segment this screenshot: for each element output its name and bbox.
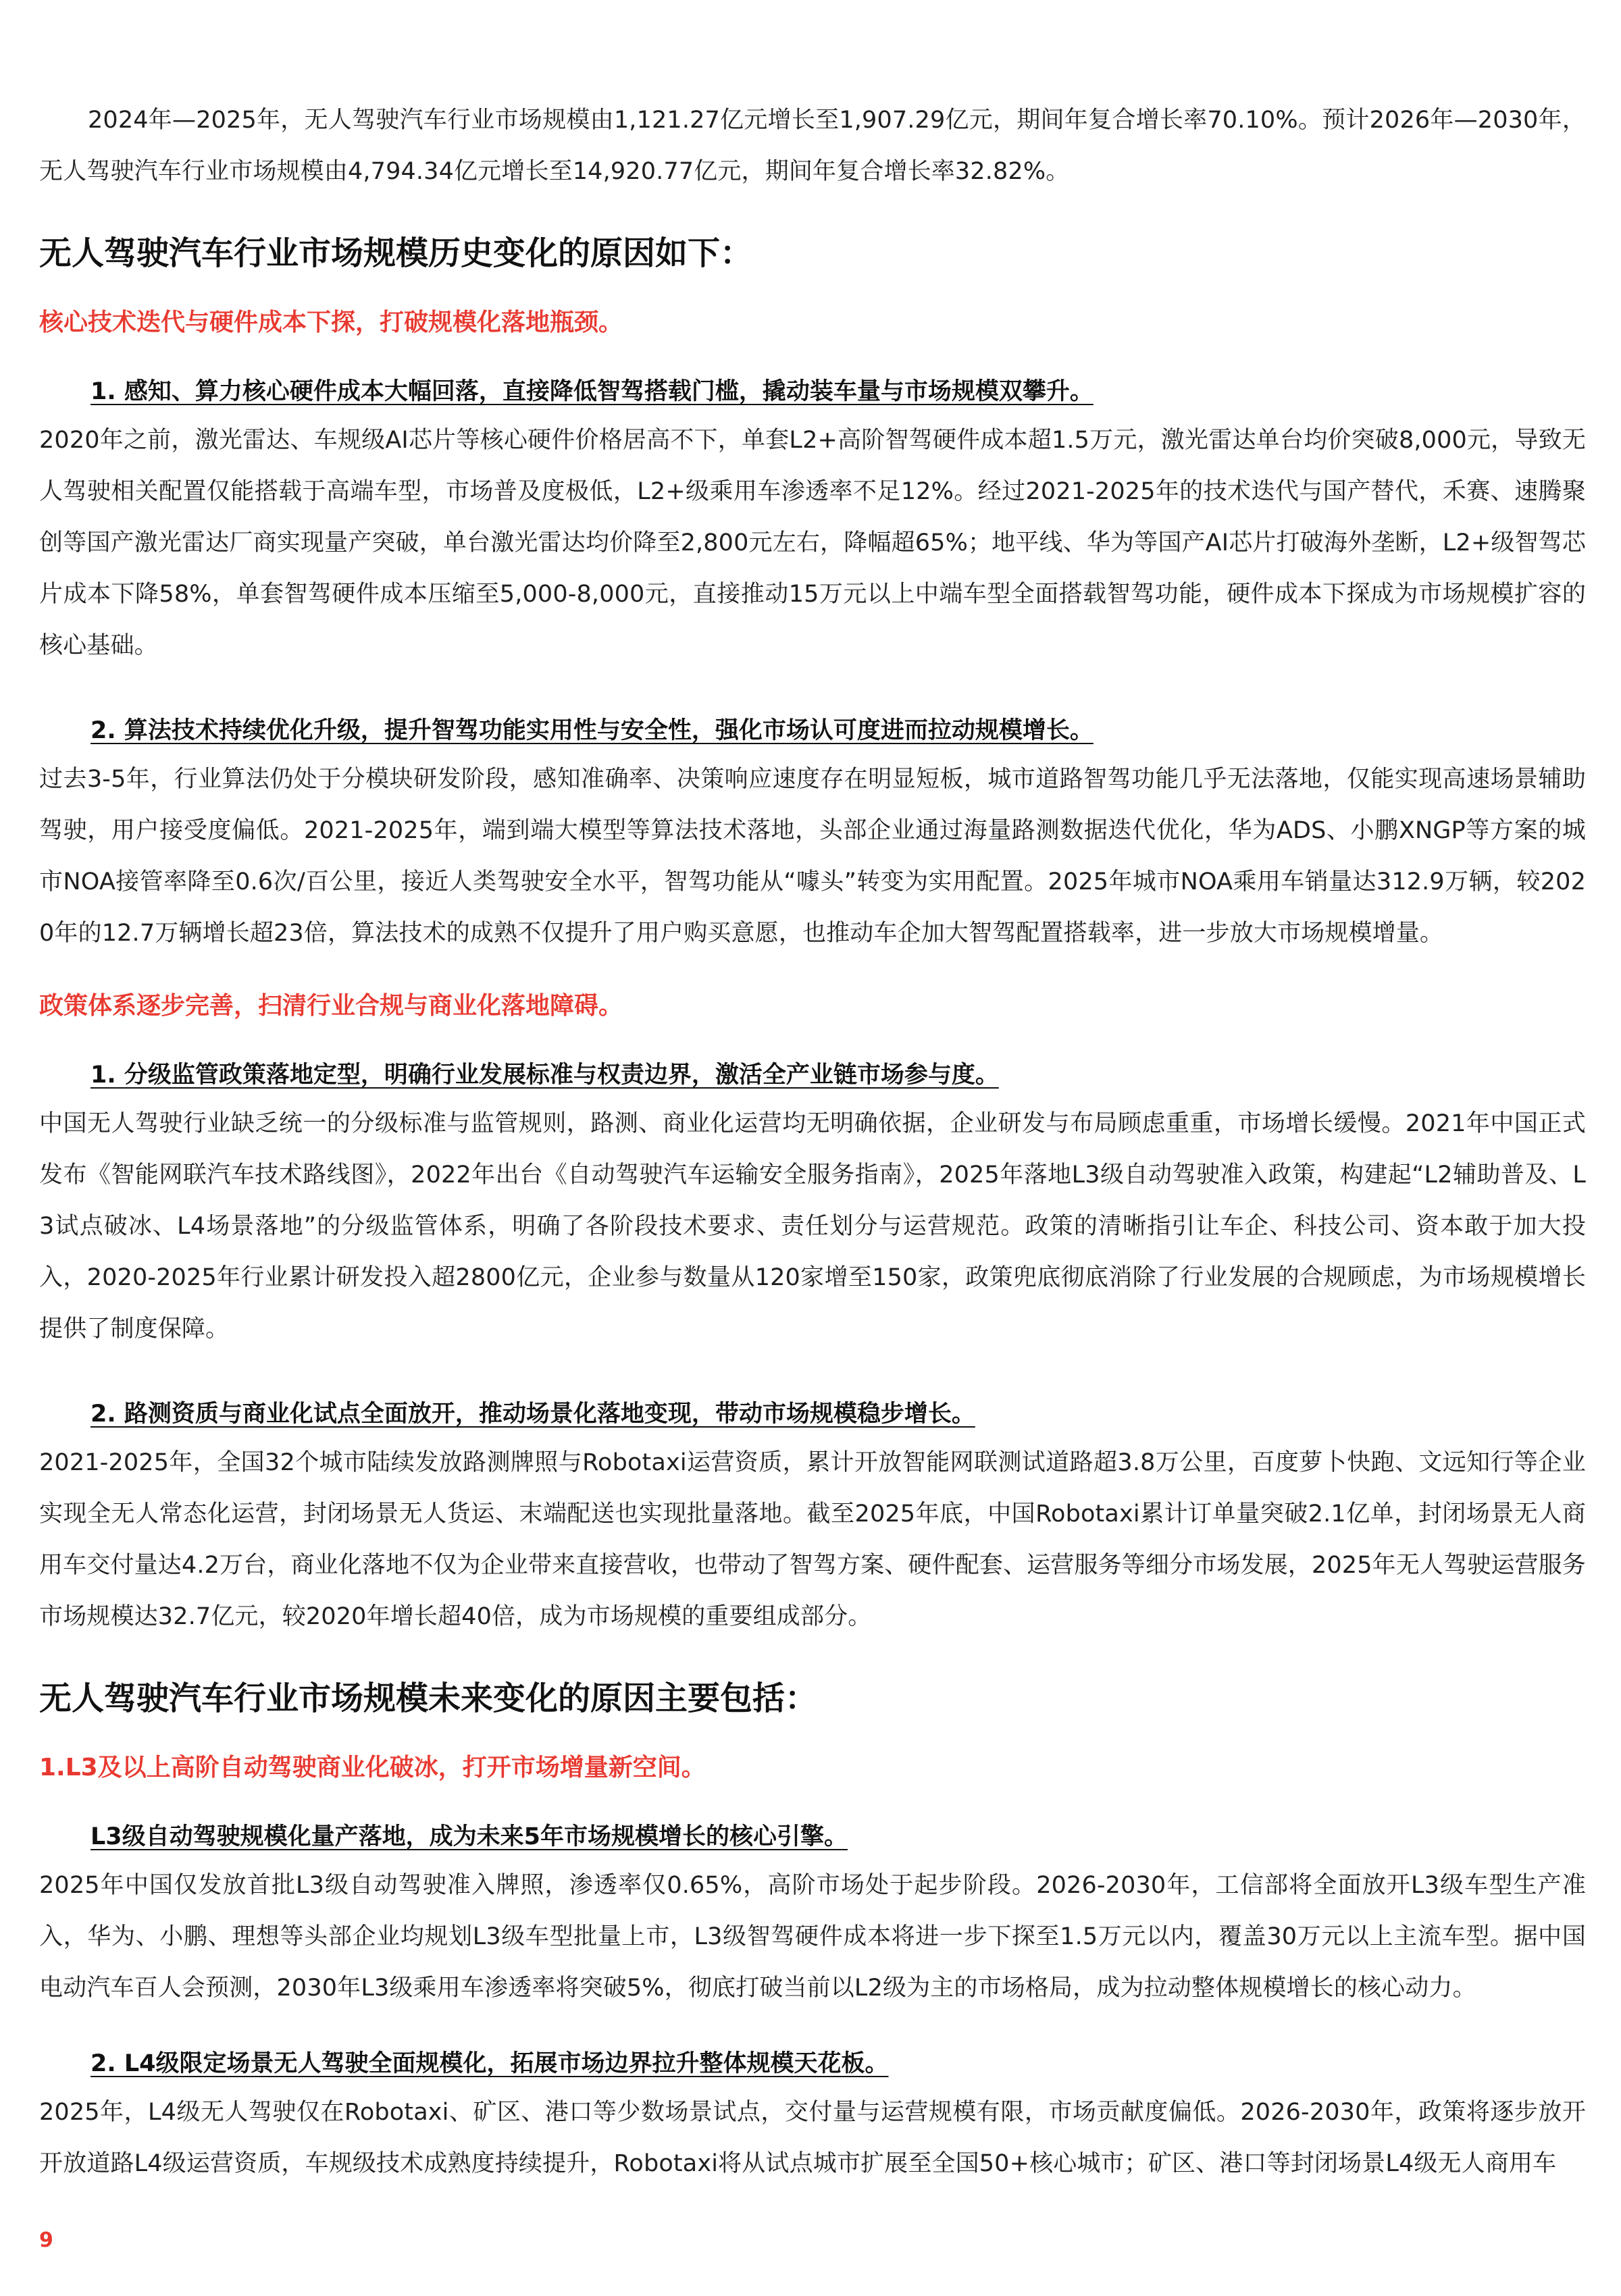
- policy-point-2-text: 2021-2025年，全国32个城市陆续发放路测牌照与Robotaxi运营资质，累计开放智能网联测试道路超3.8万公里，百度萝卜快跑、文远知行等企业实现全无人常态化运营，封闭场景无人货运、末端配送也实现批量落地。截至2025年底，中国Robotaxi累计订单量突破2.1亿单，封闭场景无人商用车交付量达4.2万台，商业化落地不仅为企业带来直接营收，也带动了智驾方案、硬件配套、运营服务等细分市场发展，2025年无人驾驶运营服务市场规模达32.7亿元，较2020年增长超40倍，成为市场规模的重要组成部分。: [39, 1449, 1586, 1630]
- policy-point-2-title: 2. 路测资质与商业化试点全面放开，推动场景化落地变现，带动市场规模稳步增长。: [91, 1401, 975, 1428]
- l4-point-2-title: 2. L4级限定场景无人驾驶全面规模化，拓展市场边界拉升整体规模天花板。: [91, 2050, 889, 2077]
- intro-paragraph: 2024年—2025年，无人驾驶汽车行业市场规模由1,121.27亿元增长至1,907.29亿元，期间年复合增长率70.10%。预计2026年—2030年，无人驾驶汽车行业市场规模由4,794.34亿元增长至14,920.77亿元，期间年复合增长率32.82%。: [39, 107, 1586, 185]
- tech-subheading: 核心技术迭代与硬件成本下探，打破规模化落地瓶颈。: [39, 309, 623, 336]
- tech-point-2-text: 过去3-5年，行业算法仍处于分模块研发阶段，感知准确率、决策响应速度存在明显短板，城市道路智驾功能几乎无法落地，仅能实现高速场景辅助驾驶，用户接受度偏低。2021-2025年，端到端大模型等算法技术落地，头部企业通过海量路测数据迭代优化，华为ADS、小鹏XNGP等方案的城市NOA接管率降至0.6次/百公里，接近人类驾驶安全水平，智驾功能从“噱头”转变为实用配置。2025年城市NOA乘用车销量达312.9万辆，较2020年的12.7万辆增长超23倍，算法技术的成熟不仅提升了用户购买意愿，也推动车企加大智驾配置搭载率，进一步放大市场规模增量。: [39, 766, 1586, 947]
- tech-point-2-title: 2. 算法技术持续优化升级，提升智驾功能实用性与安全性，强化市场认可度进而拉动规模增长。: [91, 717, 1093, 744]
- l3-point-1-text: 2025年中国仅发放首批L3级自动驾驶准入牌照，渗透率仅0.65%，高阶市场处于起步阶段。2026-2030年，工信部将全面放开L3级车型生产准入，华为、小鹏、理想等头部企业均规划L3级车型批量上市，L3级智驾硬件成本将进一步下探至1.5万元以内，覆盖30万元以上主流车型。据中国电动汽车百人会预测，2030年L3级乘用车渗透率将突破5%，彻底打破当前以L2级为主的市场格局，成为拉动整体规模增长的核心动力。: [39, 1872, 1586, 2002]
- spacer: [39, 1355, 1586, 1382]
- policy-point-1-title: 1. 分级监管政策落地定型，明确行业发展标准与权责边界，激活全产业链市场参与度。: [91, 1062, 999, 1089]
- tech-point-1-text: 2020年之前，激光雷达、车规级AI芯片等核心硬件价格居高不下，单套L2+高阶智驾硬件成本超1.5万元，激光雷达单台均价突破8,000元，导致无人驾驶相关配置仅能搭载于高端车型，市场普及度极低，L2+级乘用车渗透率不足12%。经过2021-2025年的技术迭代与国产替代，禾赛、速腾聚创等国产激光雷达厂商实现量产突破，单台激光雷达均价降至2,800元左右，降幅超65%；地平线、华为等国产AI芯片打破海外垄断，L2+级智驾芯片成本下降58%，单套智驾硬件成本压缩至5,000-8,000元，直接推动15万元以上中端车型全面搭载智驾功能，硬件成本下探成为市场规模扩容的核心基础。: [39, 427, 1586, 659]
- l3-point-1-title: L3级自动驾驶规模化量产落地，成为未来5年市场规模增长的核心引擎。: [91, 1823, 848, 1850]
- policy-subheading: 政策体系逐步完善，扫清行业合规与商业化落地障碍。: [39, 992, 623, 1020]
- future-section-heading: 无人驾驶汽车行业市场规模未来变化的原因主要包括：: [39, 1679, 818, 1717]
- history-section-heading: 无人驾驶汽车行业市场规模历史变化的原因如下：: [39, 234, 753, 272]
- page-number: 9: [39, 2228, 53, 2252]
- policy-point-1-text: 中国无人驾驶行业缺乏统一的分级标准与监管规则，路测、商业化运营均无明确依据，企业研发与布局顾虑重重，市场增长缓慢。2021年中国正式发布《智能网联汽车技术路线图》，2022年出台《自动驾驶汽车运输安全服务指南》，2025年落地L3级自动驾驶准入政策，构建起“L2辅助普及、L3试点破冰、L4场景落地”的分级监管体系，明确了各阶段技术要求、责任划分与运营规范。政策的清晰指引让车企、科技公司、资本敢于加大投入，2020-2025年行业累计研发投入超2800亿元，企业参与数量从120家增至150家，政策兜底彻底消除了行业发展的合规顾虑，为市场规模增长提供了制度保障。: [39, 1110, 1586, 1342]
- document-body: [39, 95, 1586, 2189]
- tech-point-1-title: 1. 感知、算力核心硬件成本大幅回落，直接降低智驾搭载门槛，撬动装车量与市场规模双攀升。: [91, 378, 1093, 405]
- spacer: [39, 671, 1586, 698]
- l4-point-2-text: 2025年，L4级无人驾驶仅在Robotaxi、矿区、港口等少数场景试点，交付量与运营规模有限，市场贡献度偏低。2026-2030年，政策将逐步放开开放道路L4级运营资质，车规级技术成熟度持续提升，Robotaxi将从试点城市扩展至全国50+核心城市；矿区、港口等封闭场景L4级无人商用车: [39, 2099, 1586, 2177]
- l3-subheading: 1.L3及以上高阶自动驾驶商业化破冰，打开市场增量新空间。: [39, 1754, 706, 1781]
